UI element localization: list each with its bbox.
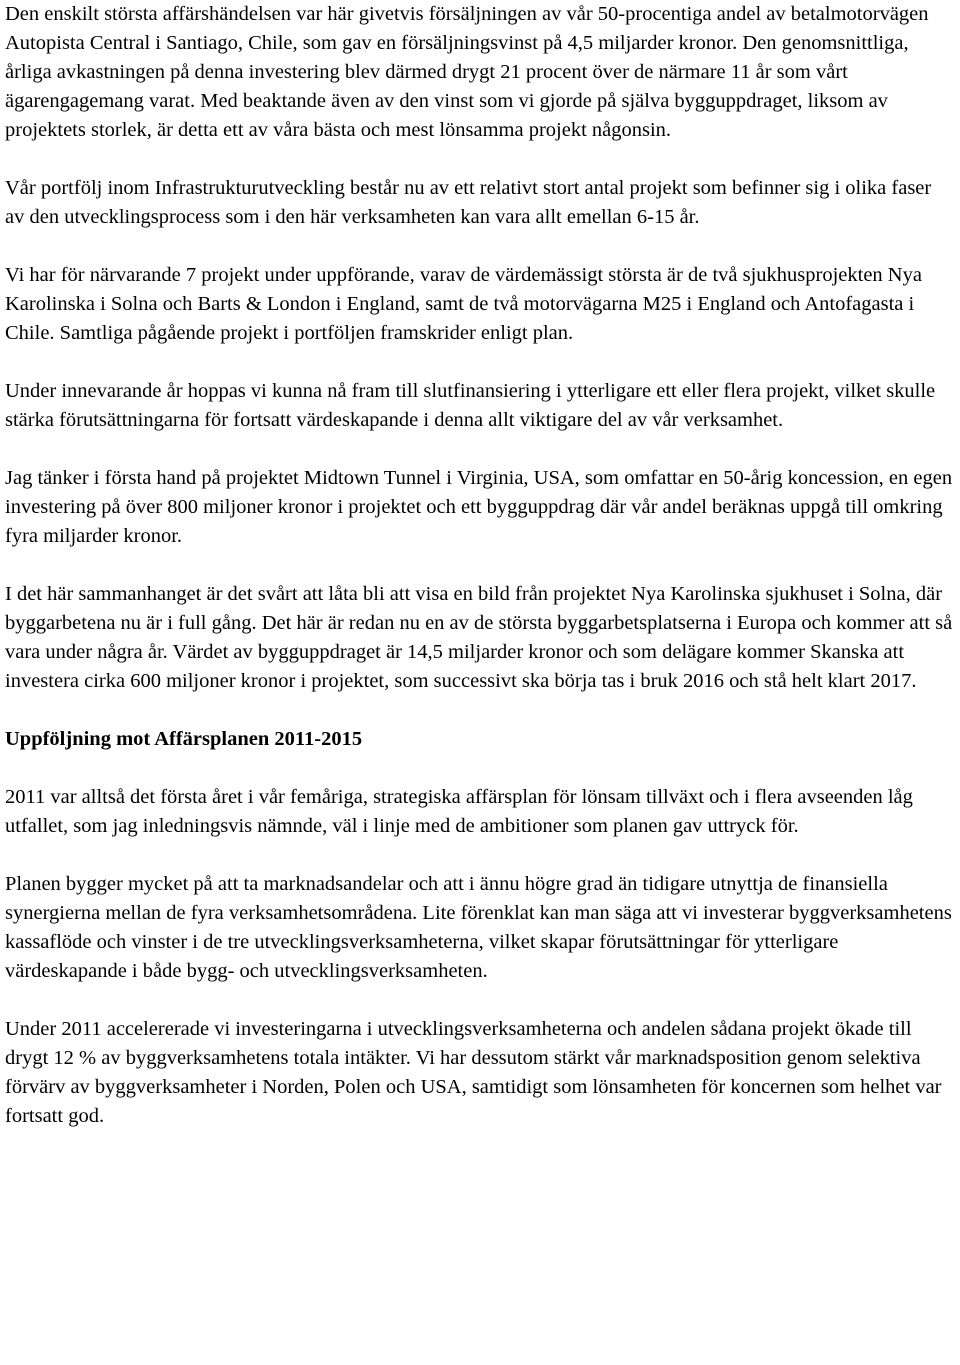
paragraph-portfolio: Vår portfölj inom Infrastrukturutveckling består nu av ett relativt stort antal projekt som befinner sig i olika faser av den utvecklingsprocess som i den här verksamheten kan vara allt emellan 6-15 år. bbox=[5, 177, 932, 228]
paragraph-nya-karolinska: I det här sammanhanget är det svårt att låta bli att visa en bild från projektet Nya Karolinska sjukhuset i Solna, där byggarbetena nu är i full gång. Det här är redan nu en av de största byggarbetsplatserna i Europa och kommer att så vara under några år. Värdet av bygguppdraget är 14,5 miljarder kronor och som delägare kommer Skanska att investera cirka 600 miljoner kronor i projektet, som successivt ska börja tas i bruk 2016 och stå helt klart 2017. bbox=[5, 583, 953, 692]
section-heading: Uppföljning mot Affärsplanen 2011-2015 bbox=[5, 728, 363, 750]
paragraph-market-share-synergies: Planen bygger mycket på att ta marknadsandelar och att i ännu högre grad än tidigare utnyttja de finansiella synergierna mellan de fyra verksamhetsområdena. Lite förenklat kan man säga att vi investerar byggverksamhetens kassaflöde och vinster i de tre utvecklingsverksamheterna, vilket skapar förutsättningar för ytterligare värdeskapande i både bygg- och utvecklingsverksamheten. bbox=[5, 873, 952, 982]
paragraph-business-plan-2011: 2011 var alltså det första året i vår femåriga, strategiska affärsplan för lönsam tillväxt och i flera avseenden låg utfallet, som jag inledningsvis nämnde, väl i linje med de ambitioner som planen gav uttryck för. bbox=[5, 786, 913, 837]
paragraph-midtown-tunnel: Jag tänker i första hand på projektet Midtown Tunnel i Virginia, USA, som omfattar en 50-årig koncession, en egen investering på över 800 miljoner kronor i projektet och ett bygguppdrag där vår andel beräknas uppgå till omkring fyra miljarder kronor. bbox=[5, 467, 953, 547]
paragraph-financing-hopes: Under innevarande år hoppas vi kunna nå fram till slutfinansiering i ytterligare ett eller flera projekt, vilket skulle stärka förutsättningarna för fortsatt värdeskapande i denna allt viktigare del av vår verksamhet. bbox=[5, 380, 936, 431]
paragraph-autopista-central: Den enskilt största affärshändelsen var här givetvis försäljningen av vår 50-procentiga andel av betalmotorvägen Autopista Central i Santiago, Chile, som gav en försäljningsvinst på 4,5 miljarder kronor. Den genomsnittliga, årliga avkastningen på denna investering blev därmed drygt 21 procent över de närmare 11 år som vårt ägarengagemang varat. Med beaktande även av den vinst som vi gjorde på själva bygguppdraget, liksom av projektets storlek, är detta ett av våra bästa och mest lönsamma projekt någonsin. bbox=[5, 3, 929, 141]
paragraph-investments-2011: Under 2011 accelererade vi investeringarna i utvecklingsverksamheterna och andelen sådana projekt ökade till drygt 12 % av byggverksamhetens totala intäkter. Vi har dessutom stärkt vår marknadsposition genom selektiva förvärv av byggverksamheter i Norden, Polen och USA, samtidigt som lönsamheten för koncernen som helhet var fortsatt god. bbox=[5, 1018, 942, 1127]
paragraph-projects-under-construction: Vi har för närvarande 7 projekt under uppförande, varav de värdemässigt största är de två sjukhusprojekten Nya Karolinska i Solna och Barts & London i England, samt de två motorvägarna M25 i England och Antofagasta i Chile. Samtliga pågående projekt i portföljen framskrider enligt plan. bbox=[5, 264, 922, 344]
